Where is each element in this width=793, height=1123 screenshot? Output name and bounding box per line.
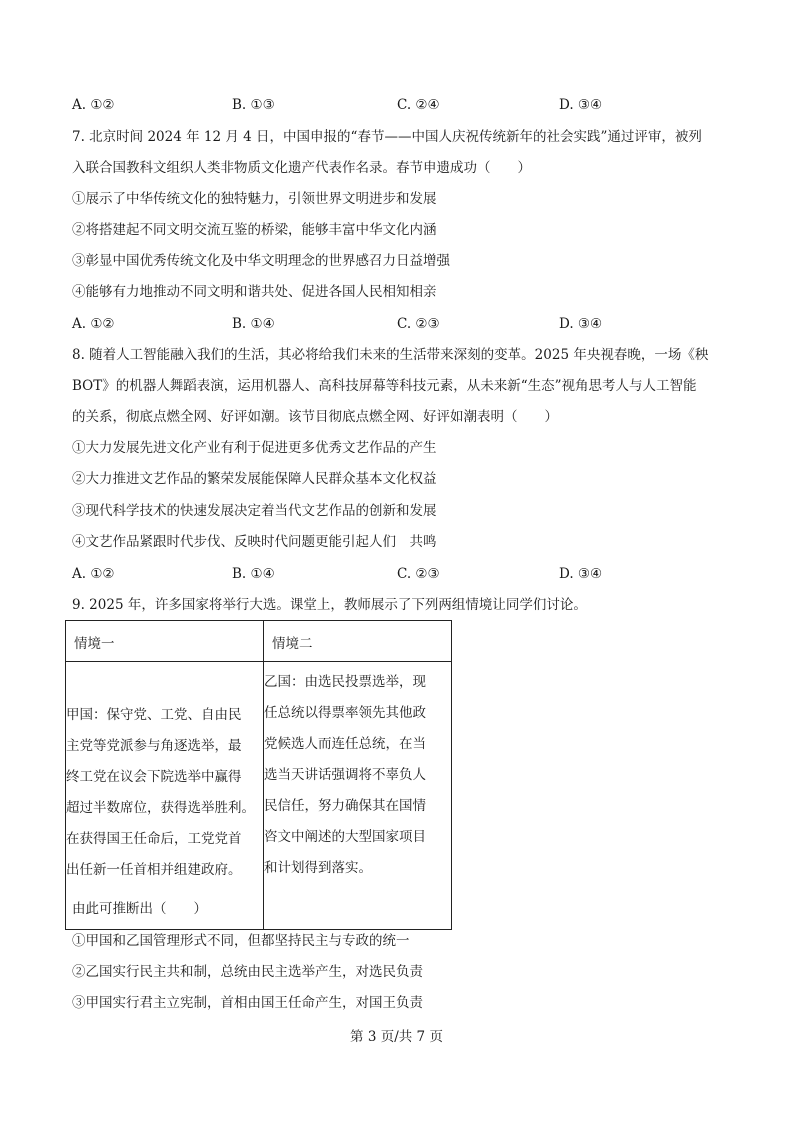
- scenario-2-line: 任总统以得票率领先其他政: [264, 705, 426, 721]
- q7-stem-line-2: 入联合国教科文组织人类非物质文化遗产代表作名录。春节申遗成功（ ）: [72, 160, 531, 176]
- q7-stem-line-1: 7. 北京时间 2024 年 12 月 4 日，中国申报的“春节——中国人庆祝传统新年的社会实践”通过评审，被列: [72, 129, 702, 145]
- scenario-table: [65, 620, 452, 930]
- scenario-1-line: 甲国：保守党、工党、自由民: [66, 707, 242, 723]
- q9-stem: 9. 2025 年，许多国家将举行大选。课堂上，教师展示了下列两组情境让同学们讨论。: [72, 597, 587, 613]
- q8-stem-line-2: BOT》的机器人舞蹈表演，运用机器人、高科技屏幕等科技元素，从未来新“生态”视角思考人与人工智能: [72, 378, 697, 394]
- scenario-1-line: 终工党在议会下院选举中赢得: [66, 769, 242, 785]
- q8-option-c: C. ②③: [397, 566, 440, 582]
- q7-statement-1: ①展示了中华传统文化的独特魅力，引领世界文明进步和发展: [72, 191, 437, 207]
- q8-option-d: D. ③④: [559, 566, 603, 582]
- scenario-2-line: 乙国：由选民投票选举，现: [264, 674, 426, 690]
- q6-option-b: B. ①③: [232, 97, 275, 113]
- scenario-1-line: 超过半数席位，获得选举胜利。: [66, 800, 255, 816]
- q8-stem-line-1: 8. 随着人工智能融入我们的生活，其必将给我们未来的生活带来深刻的变革。2025 年央视春晚，一场《秧: [72, 347, 709, 363]
- q8-statement-4: ④文艺作品紧跟时代步伐、反映时代问题更能引起人们 共鸣: [72, 534, 437, 550]
- q9-statement-2: ②乙国实行民主共和制，总统由民主选举产生，对选民负责: [72, 964, 423, 980]
- q9-statement-3: ③甲国实行君主立宪制，首相由国王任命产生，对国王负责: [72, 995, 423, 1011]
- q8-statement-3: ③现代科学技术的快速发展决定着当代文艺作品的创新和发展: [72, 503, 437, 519]
- q7-statement-3: ③彰显中国优秀传统文化及中华文明理念的世界感召力日益增强: [72, 253, 450, 269]
- table-header-scenario-1: 情境一: [66, 621, 264, 662]
- q8-stem-line-3: 的关系，彻底点燃全网、好评如潮。该节目彻底点燃全网、好评如潮表明（ ）: [72, 409, 558, 425]
- q7-statement-2: ②将搭建起不同文明交流互鉴的桥梁，能够丰富中华文化内涵: [72, 222, 437, 238]
- scenario-2-cell: [264, 662, 452, 930]
- q7-option-d: D. ③④: [559, 316, 603, 332]
- q8-statement-2: ②大力推进文艺作品的繁荣发展能保障人民群众基本文化权益: [72, 471, 437, 487]
- q6-option-c: C. ②④: [397, 97, 440, 113]
- q8-options: [72, 565, 692, 583]
- scenario-1-cell: [66, 662, 264, 930]
- q8-statement-1: ①大力发展先进文化产业有利于促进更多优秀文艺作品的产生: [72, 440, 437, 456]
- q8-option-a: A. ①②: [72, 566, 115, 582]
- scenario-2-line: 咨文中阐述的大型国家项目: [264, 829, 426, 845]
- q6-options: [72, 96, 692, 114]
- page-footer: 第 3 页/共 7 页: [350, 1029, 443, 1045]
- q6-option-a: A. ①②: [72, 97, 115, 113]
- q9-conclusion: 由此可推断出（ ）: [72, 901, 207, 917]
- q7-options: [72, 315, 692, 333]
- q7-option-a: A. ①②: [72, 316, 115, 332]
- scenario-1-line: 主党等党派参与角逐选举，最: [66, 738, 242, 754]
- scenario-2-line: 民信任，努力确保其在国情: [264, 798, 426, 814]
- table-header-scenario-2: 情境二: [264, 621, 452, 662]
- q7-option-b: B. ①④: [232, 316, 275, 332]
- scenario-1-line: 在获得国王任命后，工党党首: [66, 831, 242, 847]
- q9-statement-1: ①甲国和乙国管理形式不同，但都坚持民主与专政的统一: [72, 933, 410, 949]
- scenario-2-line: 选当天讲话强调将不辜负人: [264, 767, 426, 783]
- scenario-2-line: 党候选人而连任总统，在当: [264, 736, 426, 752]
- scenario-2-line: 和计划得到落实。: [264, 860, 372, 876]
- scenario-1-line: 出任新一任首相并组建政府。: [66, 862, 242, 878]
- q8-option-b: B. ①④: [232, 566, 275, 582]
- q7-option-c: C. ②③: [397, 316, 440, 332]
- q6-option-d: D. ③④: [559, 97, 603, 113]
- q7-statement-4: ④能够有力地推动不同文明和谐共处、促进各国人民相知相亲: [72, 284, 437, 300]
